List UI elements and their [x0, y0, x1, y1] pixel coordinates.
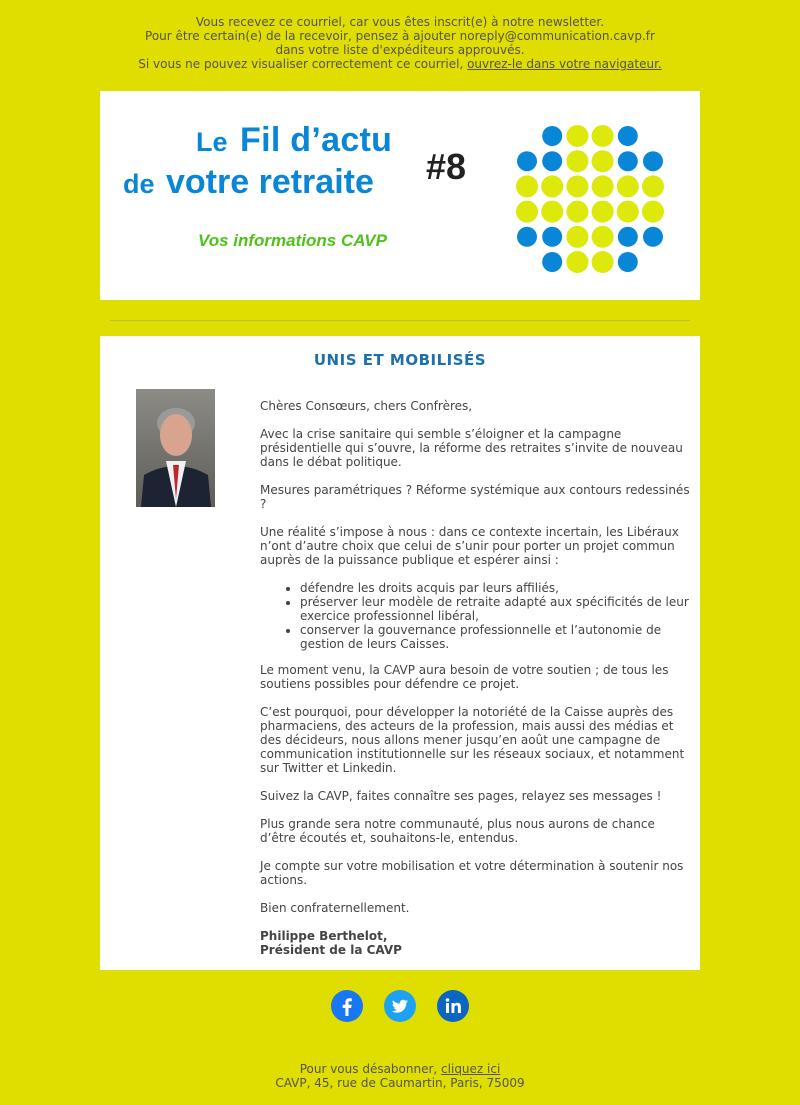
logo-dot — [517, 227, 537, 247]
logo-dot — [592, 251, 614, 273]
issue-number: #8 — [426, 146, 467, 187]
paragraph: Avec la crise sanitaire qui semble s’éloigner et la campagne présidentielle qui s’ouvre, la réforme des retraites s’invite de nouveau dans le débat politique. — [260, 427, 683, 469]
logo-dot — [566, 251, 588, 273]
signature-title: Président de la CAVP — [260, 943, 402, 957]
paragraph: Plus grande sera notre communauté, plus nous aurons de chance d’être écoutés et, souhaitons-le, entendus. — [260, 817, 655, 845]
greeting: Chères Consœurs, chers Confrères, — [260, 399, 473, 413]
unsubscribe-text: Pour vous désabonner, — [299, 1062, 442, 1076]
signature-name: Philippe Berthelot, — [260, 929, 388, 943]
logo-dot — [643, 227, 663, 247]
logo-dot — [516, 201, 538, 223]
logo-dot — [566, 226, 588, 248]
preheader-line — [0, 57, 800, 71]
logo-dot — [618, 126, 638, 146]
logo-dot — [542, 126, 562, 146]
paragraph: Une réalité s’impose à nous : dans ce contexte incertain, les Libéraux n’ont d’autre choix que celui de s’unir pour porter un projet commun auprès de la puissance publique et espérer ainsi : — [260, 525, 679, 567]
closing: Bien confraternellement. — [260, 901, 410, 915]
logo-dot — [592, 150, 614, 172]
social-links — [0, 990, 800, 1026]
logo-dot — [618, 252, 638, 272]
article-body — [260, 399, 692, 957]
logo-dot — [541, 175, 563, 197]
list-item: • préserver leur modèle de retraite adapté aux spécificités de leur exercice professionnel libéral, — [300, 595, 692, 623]
logo-dot — [642, 175, 664, 197]
dots-logo — [515, 124, 675, 274]
article-card — [100, 336, 700, 970]
president-photo — [136, 389, 215, 507]
divider — [110, 320, 690, 321]
logo-dot — [517, 151, 537, 171]
logo-dot — [516, 175, 538, 197]
unsubscribe-line — [0, 1062, 800, 1076]
preheader-line: Pour être certain(e) de la recevoir, pensez à ajouter noreply@communication.cavp.fr — [145, 29, 655, 43]
paragraph: C’est pourquoi, pour développer la notoriété de la Caisse auprès des pharmaciens, des acteurs de la profession, mais aussi des médias et des décideurs, nous allons mener jusqu’en août une campagne de communication institutionnelle sur les réseaux sociaux, et notamment sur Twitter et Linkedin. — [260, 705, 685, 775]
newsletter-banner — [100, 91, 700, 300]
logo-dot — [592, 226, 614, 248]
paragraph: Je compte sur votre mobilisation et votre détermination à soutenir nos actions. — [260, 859, 684, 887]
footer — [0, 1062, 800, 1090]
logo-dot — [643, 151, 663, 171]
banner-title-fil: Fil d’actu — [240, 121, 393, 159]
preheader-browser-text: Si vous ne pouvez visualiser correctement ce courriel, — [138, 57, 468, 71]
banner-title-de: de — [123, 169, 155, 199]
logo-dot — [618, 151, 638, 171]
paragraph: Suivez la CAVP, faites connaître ses pages, relayez ses messages ! — [260, 789, 662, 803]
banner-title-le: Le — [196, 127, 228, 157]
twitter-icon[interactable] — [384, 990, 416, 1022]
goals-list — [260, 581, 692, 651]
logo-dot — [542, 252, 562, 272]
facebook-icon[interactable] — [331, 990, 363, 1022]
logo-dot — [566, 201, 588, 223]
unsubscribe-link[interactable]: cliquez ici — [441, 1062, 501, 1076]
preheader-line: dans votre liste d'expéditeurs approuvés. — [275, 43, 525, 57]
footer-address: CAVP, 45, rue de Caumartin, Paris, 75009 — [275, 1076, 525, 1090]
logo-dot — [542, 227, 562, 247]
list-item: • conserver la gouvernance professionnelle et l’autonomie de gestion de leurs Caisses. — [300, 623, 692, 651]
logo-dot — [566, 150, 588, 172]
banner-title-votre: votre retraite — [166, 163, 374, 201]
logo-dot — [617, 201, 639, 223]
logo-dot — [642, 201, 664, 223]
logo-dot — [592, 175, 614, 197]
paragraph: Le moment venu, la CAVP aura besoin de votre soutien ; de tous les soutiens possibles pour défendre ce projet. — [260, 663, 669, 691]
logo-dot — [566, 125, 588, 147]
linkedin-icon[interactable] — [437, 990, 469, 1022]
open-in-browser-link[interactable]: ouvrez-le dans votre navigateur. — [467, 57, 662, 71]
article-title: UNIS ET MOBILISÉS — [313, 351, 487, 369]
preheader-line: Vous recevez ce courriel, car vous êtes inscrit(e) à notre newsletter. — [195, 15, 605, 29]
logo-dot — [592, 125, 614, 147]
logo-dot — [592, 201, 614, 223]
logo-dot — [566, 175, 588, 197]
logo-dot — [541, 201, 563, 223]
logo-dot — [542, 151, 562, 171]
list-item: • défendre les droits acquis par leurs affiliés, — [300, 581, 692, 595]
preheader — [0, 0, 800, 76]
paragraph: Mesures paramétriques ? Réforme systémique aux contours redessinés ? — [260, 483, 690, 511]
logo-dot — [617, 175, 639, 197]
logo-dot — [618, 227, 638, 247]
banner-subtitle: Vos informations CAVP — [198, 231, 387, 250]
